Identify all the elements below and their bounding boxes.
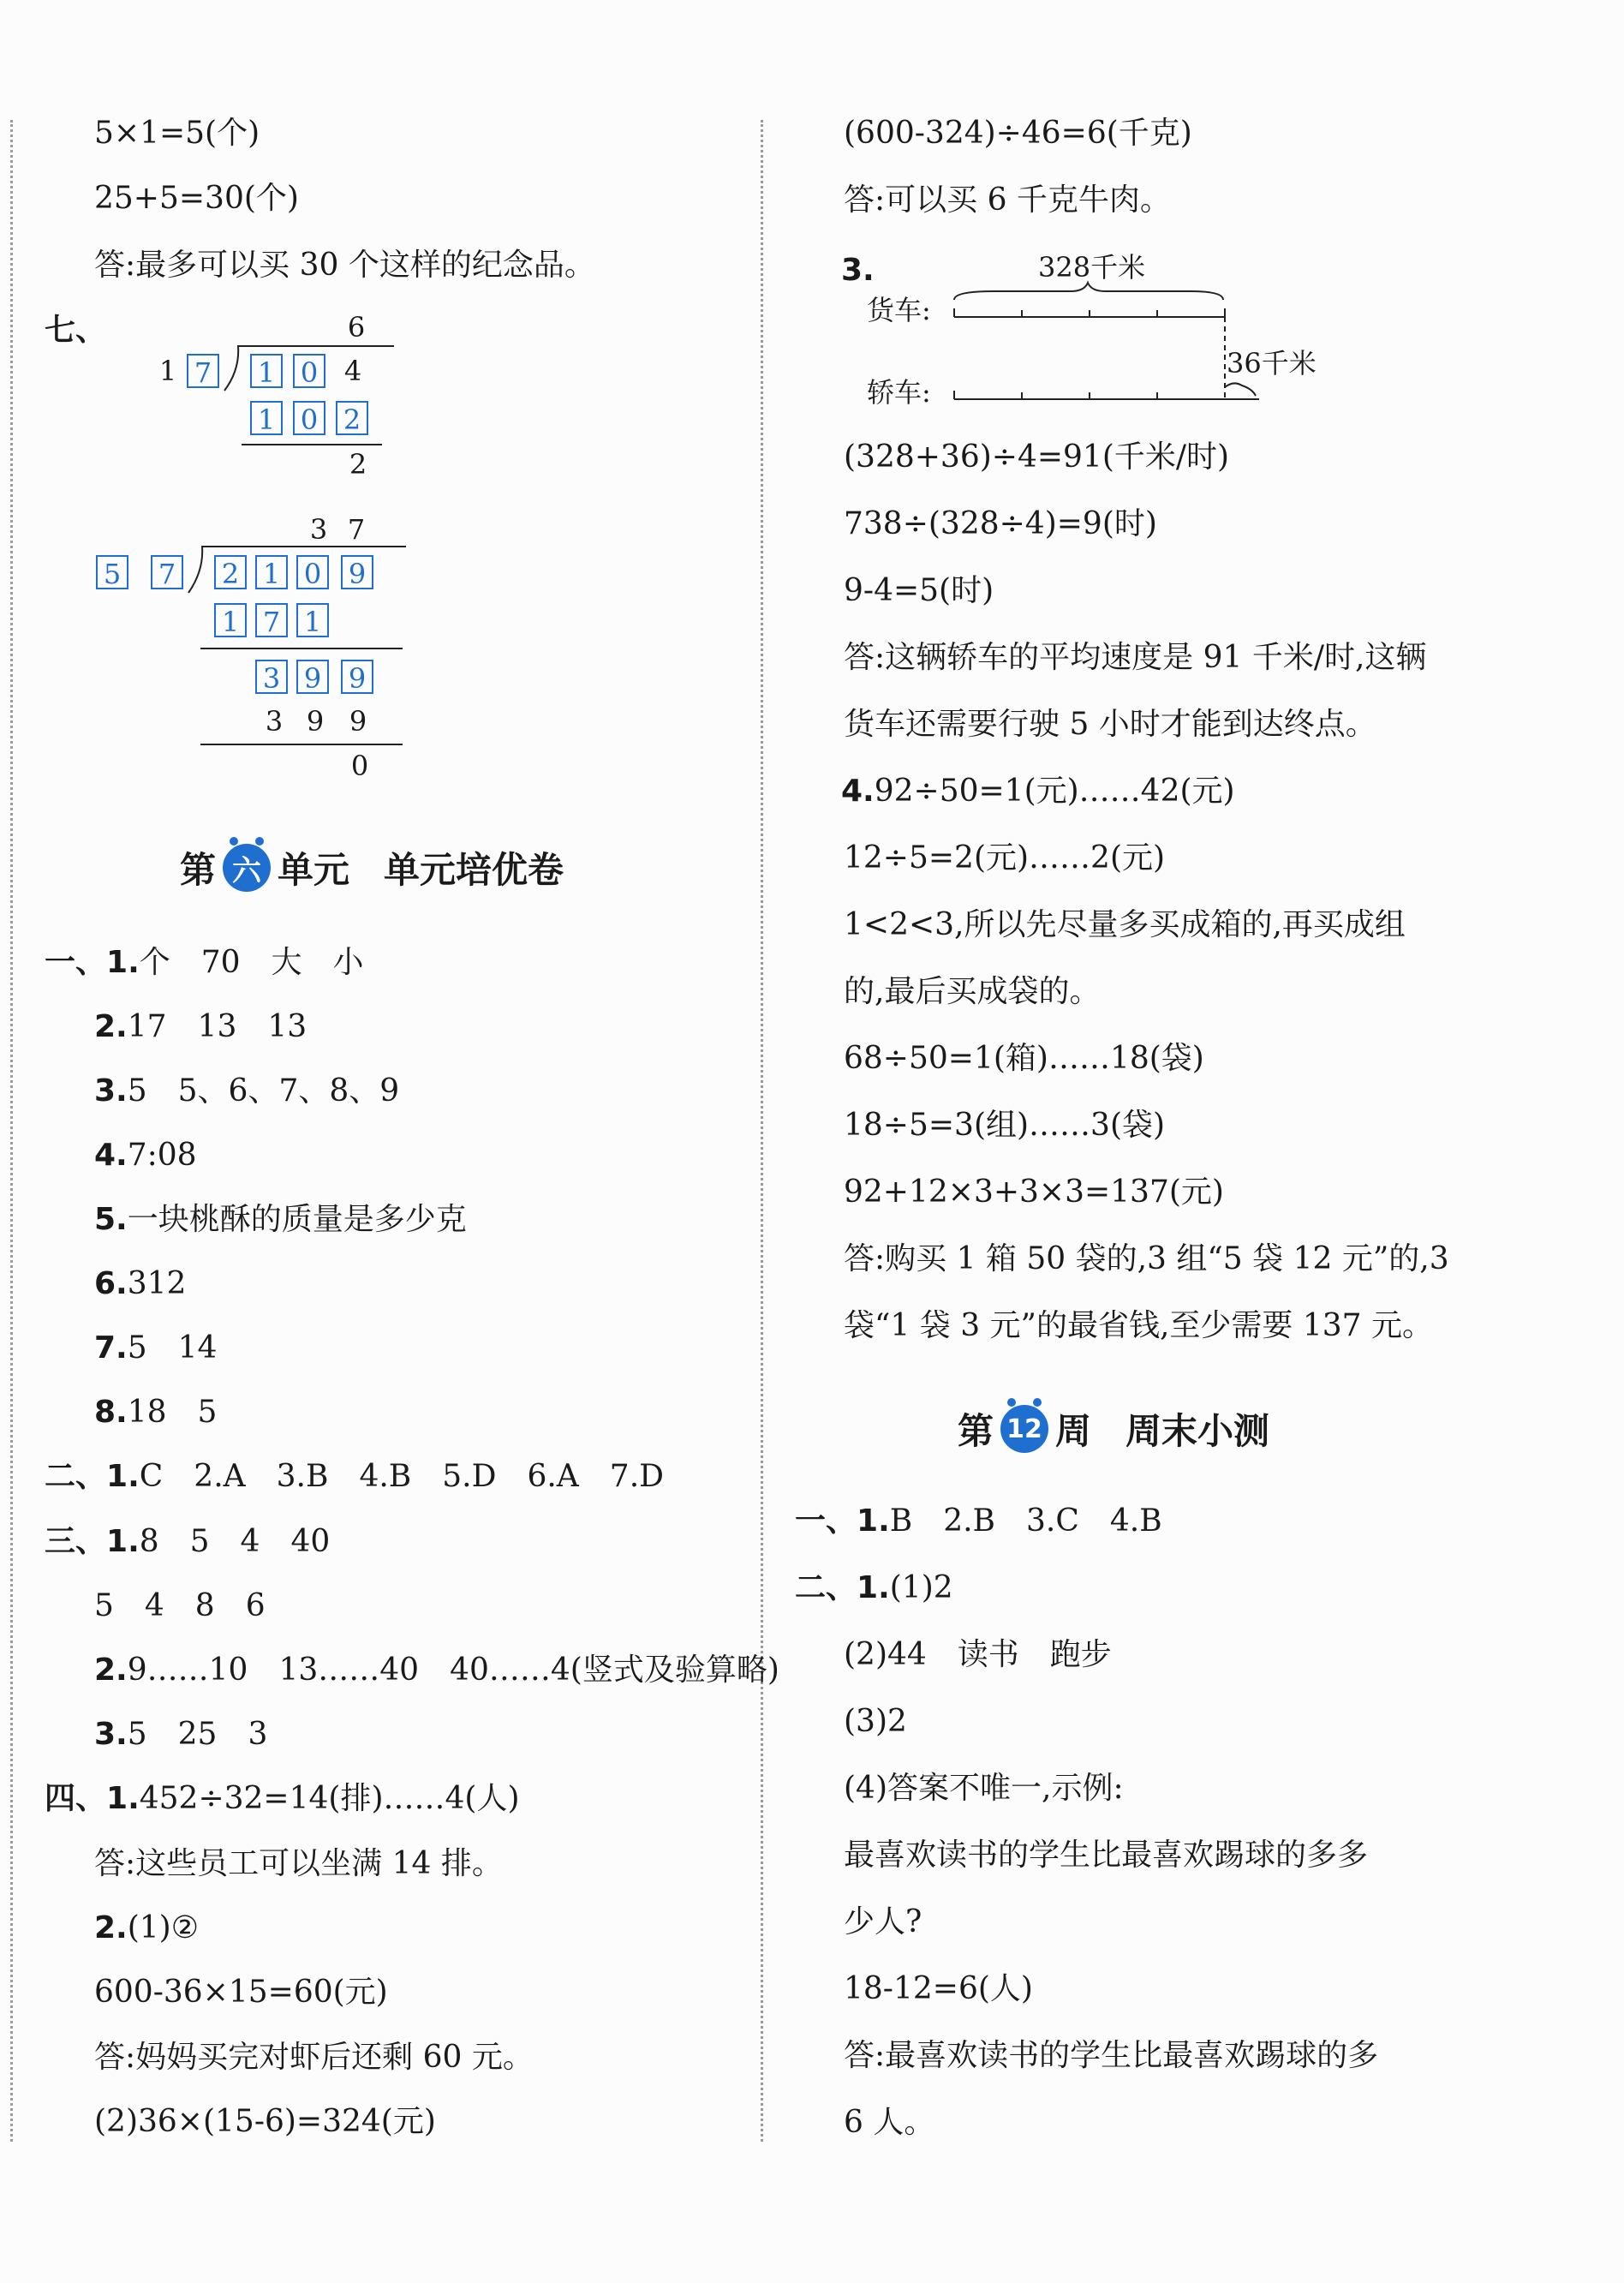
- unit-6-heading-pre: 第: [180, 849, 217, 891]
- div2-dividend-box-4: 9: [341, 555, 373, 589]
- q3-top-distance: 328千米: [1038, 251, 1146, 284]
- left-answer-16: 2.(1)②: [94, 1910, 200, 1945]
- div2-rule-1: [200, 648, 403, 649]
- q3-extra-distance: 36千米: [1227, 347, 1317, 380]
- div2-p2-digit-2: 9: [306, 705, 325, 738]
- right-line-15: 答:购买 1 箱 50 袋的,3 组“5 袋 12 元”的,3: [844, 1241, 1449, 1276]
- left-answer-15: 答:这些员工可以坐满 14 排。: [94, 1846, 503, 1881]
- div2-remainder: 0: [350, 750, 369, 782]
- div2-r1-box-2: 9: [296, 660, 329, 694]
- left-answer-14: 四、1.452÷32=14(排)……4(人): [45, 1781, 520, 1816]
- unit-6-heading-post: 单元: [278, 849, 350, 891]
- week-heading-pre: 第: [958, 1410, 994, 1452]
- left-answer-3: 3.5 5、6、7、8、9: [94, 1073, 400, 1109]
- right-line-8: 4.92÷50=1(元)……42(元): [841, 774, 1235, 809]
- right-line-16: 袋“1 袋 3 元”的最省钱,至少需要 137 元。: [844, 1308, 1433, 1343]
- right-line-2: 答:可以买 6 千克牛肉。: [844, 182, 1171, 218]
- div1-product-box-2: 0: [293, 401, 325, 435]
- right-answer-6: 最喜欢读书的学生比最喜欢踢球的多多: [844, 1838, 1369, 1873]
- div2-divisor-box-1: 5: [96, 555, 128, 589]
- left-answer-4: 4.7:08: [94, 1138, 197, 1173]
- q3-truck-label: 货车:: [867, 294, 931, 326]
- left-answer-6: 6.312: [94, 1266, 187, 1301]
- div1-divisor-digit: 1: [158, 355, 177, 387]
- unit-6-heading: [180, 842, 564, 893]
- right-line-11: 的,最后买成袋的。: [844, 974, 1101, 1009]
- right-line-5: 9-4=5(时): [844, 573, 994, 608]
- div2-quotient-1: 3: [309, 513, 328, 546]
- right-line-10: 1<2<3,所以先尽量多买成箱的,再买成组: [844, 907, 1406, 942]
- div1-dividend-box-1: 1: [250, 354, 283, 388]
- week-12-heading: [958, 1403, 1269, 1455]
- right-answer-1: 一、1.B 2.B 3.C 4.B: [795, 1503, 1162, 1539]
- left-answer-19: (2)36×(15-6)=324(元): [94, 2104, 436, 2139]
- div1-dividend-digit: 4: [343, 355, 362, 387]
- div2-r1-box-1: 3: [255, 660, 288, 694]
- week-heading-post: 周: [1055, 1410, 1092, 1452]
- div2-p1-box-2: 7: [255, 603, 288, 637]
- div2-p2-digit-1: 3: [265, 705, 284, 738]
- left-answer-7: 7.5 14: [94, 1330, 218, 1366]
- div1-dividend-box-2: 0: [293, 354, 325, 388]
- left-answer-18: 答:妈妈买完对虾后还剩 60 元。: [94, 2040, 534, 2075]
- left-margin-divider: [10, 120, 13, 2142]
- left-line-1: 5×1=5(个): [94, 116, 260, 151]
- q3-segments: [942, 279, 1268, 408]
- week-number-badge: 12: [1000, 1405, 1048, 1453]
- left-answer-8: 8.18 5: [94, 1395, 218, 1430]
- left-answer-1: 一、1.个 70 大 小: [45, 945, 364, 980]
- left-answer-9: 二、1.C 2.A 3.B 4.B 5.D 6.A 7.D: [45, 1459, 665, 1494]
- unit-6-heading-title: 单元培优卷: [384, 849, 564, 891]
- left-answer-13: 3.5 25 3: [94, 1717, 268, 1752]
- right-line-6: 答:这辆轿车的平均速度是 91 千米/时,这辆: [844, 640, 1427, 675]
- div1-divisor-box: 7: [187, 354, 219, 388]
- right-line-1: (600-324)÷46=6(千克): [844, 116, 1192, 151]
- div1-rule: [242, 444, 382, 445]
- div2-p2-digit-3: 9: [349, 705, 367, 738]
- div1-remainder: 2: [349, 448, 367, 481]
- div1-product-box-1: 1: [250, 401, 283, 435]
- left-answer-17: 600-36×15=60(元): [94, 1975, 388, 2010]
- unit-number-badge: 六: [223, 844, 271, 892]
- right-answer-4: (3)2: [844, 1704, 907, 1739]
- left-answer-10: 三、1.8 5 4 40: [45, 1524, 331, 1559]
- column-divider: [761, 120, 763, 2142]
- right-line-9: 12÷5=2(元)……2(元): [844, 840, 1166, 876]
- left-answer-5: 5.一块桃酥的质量是多少克: [94, 1202, 467, 1237]
- div2-dividend-box-2: 1: [255, 555, 288, 589]
- div2-dividend-box-3: 0: [296, 555, 329, 589]
- div2-p1-box-1: 1: [214, 603, 247, 637]
- right-answer-9: 答:最喜欢读书的学生比最喜欢踢球的多: [844, 2038, 1379, 2073]
- right-answer-5: (4)答案不唯一,示例:: [844, 1771, 1124, 1806]
- right-line-3: (328+36)÷4=91(千米/时): [844, 439, 1230, 475]
- left-answer-11: 5 4 8 6: [94, 1588, 266, 1623]
- div2-rule-2: [200, 744, 403, 745]
- left-line-3: 答:最多可以买 30 个这样的纪念品。: [94, 248, 595, 283]
- right-line-12: 68÷50=1(箱)……18(袋): [844, 1041, 1204, 1076]
- right-line-4: 738÷(328÷4)=9(时): [844, 506, 1157, 541]
- right-answer-8: 18-12=6(人): [844, 1971, 1033, 2006]
- right-answer-2: 二、1.(1)2: [795, 1570, 953, 1605]
- section-7-label: 七、: [45, 313, 107, 348]
- div1-product-box-3: 2: [336, 401, 368, 435]
- right-answer-7: 少人?: [844, 1904, 922, 1939]
- right-line-14: 92+12×3+3×3=137(元): [844, 1174, 1224, 1210]
- left-line-2: 25+5=30(个): [94, 181, 299, 216]
- div2-divisor-box-2: 7: [151, 555, 183, 589]
- left-answer-2: 2.17 13 13: [94, 1009, 307, 1044]
- div2-r1-box-3: 9: [341, 660, 373, 694]
- q3-car-label: 轿车:: [867, 376, 931, 409]
- right-line-13: 18÷5=3(组)……3(袋): [844, 1108, 1166, 1143]
- div2-p1-box-3: 1: [296, 603, 329, 637]
- week-heading-title: 周末小测: [1125, 1410, 1270, 1452]
- left-answer-12: 2.9……10 13……40 40……4(竖式及验算略): [94, 1652, 779, 1688]
- q3-number: 3.: [841, 253, 875, 288]
- right-answer-10: 6 人。: [844, 2105, 935, 2140]
- right-answer-3: (2)44 读书 跑步: [844, 1637, 1112, 1672]
- right-line-7: 货车还需要行驶 5 小时才能到达终点。: [844, 707, 1376, 742]
- div2-dividend-box-1: 2: [214, 555, 247, 589]
- div1-quotient: 6: [347, 311, 366, 344]
- div2-quotient-2: 7: [347, 513, 366, 546]
